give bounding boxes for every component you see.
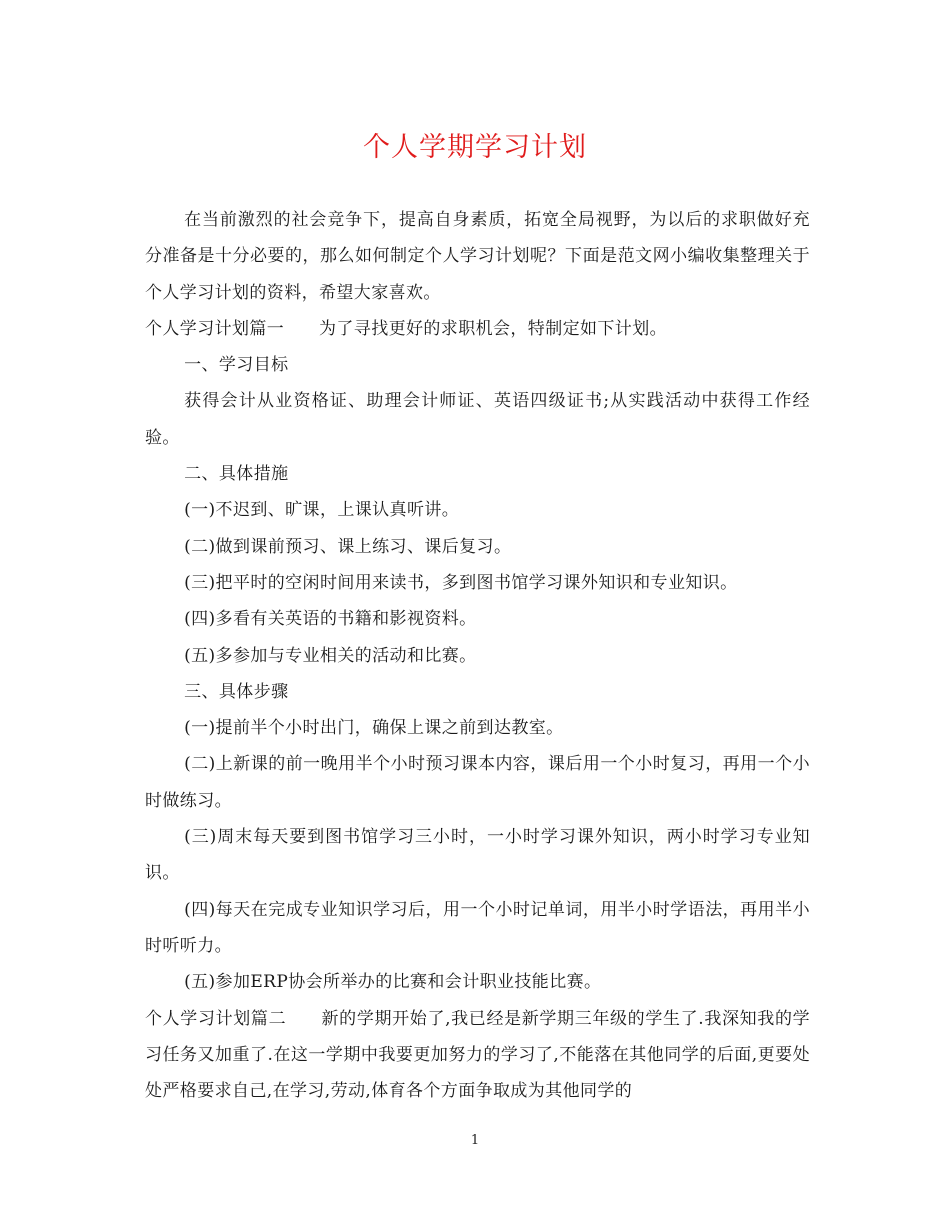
document-title: 个人学期学习计划	[363, 132, 587, 163]
step-item-1: (一)提前半个小时出门，确保上课之前到达教室。	[184, 718, 564, 739]
heading-measures: 二、具体措施	[184, 464, 289, 485]
measure-item-4: (四)多看有关英语的书籍和影视资料。	[184, 609, 477, 630]
heading-learning-goal: 一、学习目标	[184, 355, 289, 376]
step-item-2: (二)上新课的前一晚用半个小时预习课本内容，课后用一个小时复习，再用一个小时做练习。	[145, 754, 810, 811]
measure-item-3: (三)把平时的空闲时间用来读书，多到图书馆学习课外知识和专业知识。	[184, 572, 738, 593]
step-item-4: (四)每天在完成专业知识学习后，用一个小时记单词，用半小时学语法，再用半小时听听力。	[145, 899, 810, 956]
measure-item-5: (五)多参加与专业相关的活动和比赛。	[184, 645, 477, 666]
page-number: 1	[470, 1133, 480, 1148]
measure-item-2: (二)做到课前预习、课上练习、课后复习。	[184, 536, 512, 557]
section-heading-plan-two: 个人学习计划篇二 新的学期开始了,我已经是新学期三年级的学生了.我深知我的学习任务又加重了.在这一学期中我要更加努力的学习了,不能落在其他同学的后面,更要处处严格要求自己,在学习,劳动,体育各个方面争取成为其他同学的	[145, 1008, 810, 1102]
paragraph-goal-detail: 获得会计从业资格证、助理会计师证、英语四级证书;从实践活动中获得工作经验。	[145, 391, 810, 448]
step-item-5: (五)参加ERP协会所举办的比赛和会计职业技能比赛。	[184, 972, 602, 993]
heading-steps: 三、具体步骤	[184, 681, 289, 702]
section-heading-plan-one: 个人学习计划篇一 为了寻找更好的求职机会，特制定如下计划。	[145, 318, 667, 339]
step-item-3: (三)周末每天要到图书馆学习三小时，一小时学习课外知识，两小时学习专业知识。	[145, 827, 810, 884]
measure-item-1: (一)不迟到、旷课，上课认真听讲。	[184, 500, 460, 521]
intro-paragraph: 在当前激烈的社会竞争下，提高自身素质，拓宽全局视野，为以后的求职做好充分准备是十分必要的，那么如何制定个人学习计划呢？下面是范文网小编收集整理关于个人学习计划的资料，希望大家喜欢。	[145, 210, 810, 303]
document-body	[145, 202, 810, 1109]
